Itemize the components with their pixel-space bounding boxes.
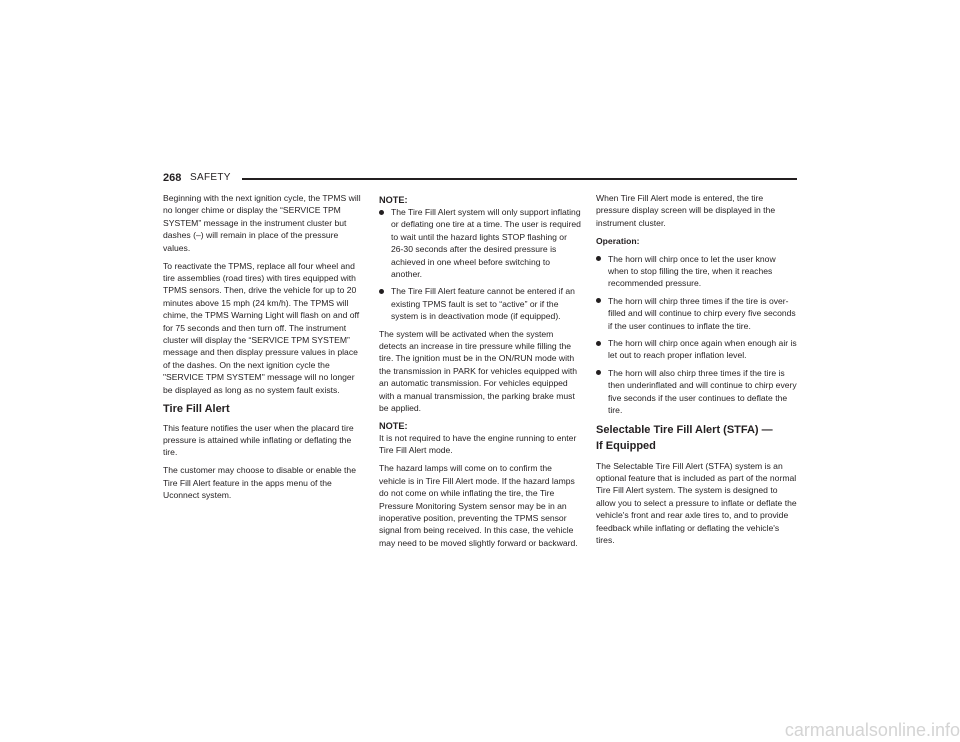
bullet-icon: [596, 370, 601, 375]
bullet-icon: [596, 341, 601, 346]
paragraph: Beginning with the next ignition cycle, the TPMS will no longer chime or display the “SERVICE TPM SYSTEM” message in the instrument cluster but dashes (–) will remain in place of the pressure values.: [163, 193, 361, 253]
note-label: NOTE:: [379, 421, 408, 431]
list-item: The horn will also chirp three times if the tire is then underinflated and will continue to chirp every five seconds if the user continues to deflate the tire.: [596, 367, 798, 417]
bullet-icon: [596, 256, 601, 261]
page-header: [163, 171, 797, 187]
operation-bullet-list: [596, 253, 798, 417]
watermark-link[interactable]: carmanualsonline.info: [784, 720, 960, 740]
section-heading-tire-fill-alert: Tire Fill Alert: [163, 402, 230, 415]
column-left: [163, 192, 365, 507]
list-item: The horn will chirp once again when enough air is let out to reach proper inflation level.: [596, 337, 798, 362]
page-number: 268: [163, 172, 182, 184]
column-middle: [379, 192, 581, 555]
paragraph: The Selectable Tire Fill Alert (STFA) system is an optional feature that is included as part of the normal Tire Fill Alert system. The system is designed to allow you to select a pressure to inflate or deflate the vehicle's front and rear axle tires to, and to provide feedback while inflating or deflating the vehicle's tires.: [596, 460, 797, 545]
note-text: It is not required to have the engine running to enter Tire Fill Alert mode.: [379, 433, 577, 456]
list-item: The horn will chirp three times if the tire is over-filled and will continue to chirp every five seconds if the user continues to inflate the tire.: [596, 295, 798, 332]
paragraph: When Tire Fill Alert mode is entered, the tire pressure display screen will be displayed in the instrument cluster.: [596, 193, 776, 228]
paragraph: This feature notifies the user when the placard tire pressure is attained while inflating or deflating the tire.: [163, 422, 354, 458]
paragraph: The hazard lamps will come on to confirm the vehicle is in Tire Fill Alert mode. If the hazard lamps do not come on while inflating the tire, the Tire Pressure Monitoring System sensor may be in an inoperative position, preventing the TPMS sensor signal from being received. In this case, the vehicle may need to be moved slightly forward or backward.: [379, 463, 578, 548]
header-rule: [242, 178, 797, 180]
paragraph: The customer may choose to disable or enable the Tire Fill Alert feature in the apps menu of the Uconnect system.: [163, 465, 356, 501]
section-heading-stfa: Selectable Tire Fill Alert (STFA) — If Equipped: [596, 423, 773, 452]
bullet-icon: [596, 298, 601, 303]
paragraph: The system will be activated when the system detects an increase in tire pressure while filling the tire. The ignition must be in the ON/RUN mode with the transmission in PARK for vehicles equipped with an automatic transmission. For vehicles equipped with a manual transmission, the parking brake must be applied.: [379, 328, 578, 414]
list-item: The Tire Fill Alert system will only support inflating or deflating one tire at a time. The user is required to wait until the hazard lights STOP flashing or 26-30 seconds after the desired pressure is achieved in one wheel before switching to another.: [379, 206, 581, 280]
list-item: The Tire Fill Alert feature cannot be entered if an existing TPMS fault is set to “active” or if the system is in deactivation mode (if equipped).: [379, 285, 581, 322]
note-label: NOTE:: [379, 195, 408, 205]
column-right: [596, 192, 798, 552]
operation-label: Operation:: [596, 235, 640, 246]
bullet-icon: [379, 210, 384, 215]
section-title: SAFETY: [190, 172, 231, 183]
note-bullet-list: [379, 206, 581, 323]
bullet-icon: [379, 289, 384, 294]
paragraph: To reactivate the TPMS, replace all four wheel and tire assemblies (road tires) with tires equipped with TPMS sensors. Then, drive the vehicle for up to 20 minutes above 15 mph (24 km/h). The TPMS will chime, the TPMS Warning Light will flash on and off for 75 seconds and then turn off. The instrument cluster will display the “SERVICE TPM SYSTEM” message and then display pressure values in place of the dashes. On the next ignition cycle the "SERVICE TPM SYSTEM" message will no longer be displayed as long as no system fault exists.: [163, 260, 360, 395]
list-item: The horn will chirp once to let the user know when to stop filling the tire, when it reaches recommended pressure.: [596, 253, 798, 290]
